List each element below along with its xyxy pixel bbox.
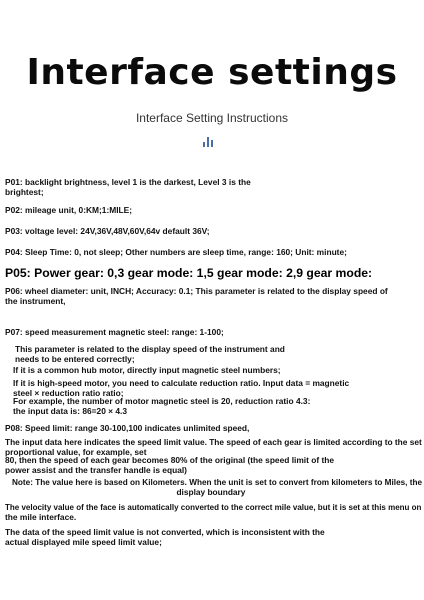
velocity-line-1: The velocity value of the face is automatically converted to the correct mile value, but it is set at this menu on — [5, 502, 422, 512]
p06-line-2: the instrument, — [5, 296, 66, 306]
p08-detail-3: 80, then the speed of each gear becomes 80% of the original (the speed limit of the — [5, 455, 335, 465]
p02-line: P02: mileage unit, 0:KM;1:MILE; — [5, 205, 133, 215]
page-title: Interface settings — [26, 52, 398, 93]
p05-line: P05: Power gear: 0,3 gear mode: 1,5 gear mode: 2,9 gear mode: — [5, 266, 373, 280]
page-subtitle: Interface Setting Instructions — [135, 111, 289, 125]
p01-line-2: brightest; — [5, 187, 44, 197]
note-line-2: display boundary — [176, 487, 246, 497]
p07-detail-5: steel × reduction ratio ratio; — [13, 388, 124, 398]
p08-detail-1: The input data here indicates the speed limit value. The speed of each gear is limited according to the set — [5, 437, 422, 447]
speed-limit-line-1: The data of the speed limit value is not converted, which is inconsistent with the — [5, 527, 325, 537]
p04-line: P04: Sleep Time: 0, not sleep; Other numbers are sleep time, range: 160; Unit: minute; — [5, 247, 347, 257]
p01-line-1: P01: backlight brightness, level 1 is the darkest, Level 3 is the — [5, 177, 251, 187]
p08-line: P08: Speed limit: range 30-100,100 indicates unlimited speed, — [5, 423, 250, 433]
p07-detail-4: If it is high-speed motor, you need to calculate reduction ratio. Input data = magnetic — [13, 378, 350, 388]
p08-detail-4: power assist and the transfer handle is equal) — [5, 465, 187, 475]
p07-detail-1: This parameter is related to the display speed of the instrument and — [15, 344, 285, 354]
note-line-1: Note: The value here is based on Kilometers. When the unit is set to convert from kilometers to Miles, the — [12, 477, 423, 487]
p08-detail-2: proportional value, for example, set — [5, 447, 147, 457]
p07-detail-3: If it is a common hub motor, directly input magnetic steel numbers; — [13, 365, 281, 375]
p07-detail-2: needs to be entered correctly; — [15, 354, 135, 364]
speed-limit-line-2: actual displayed mile speed limit value; — [5, 537, 162, 547]
p03-line: P03: voltage level: 24V,36V,48V,60V,64v default 36V; — [5, 226, 210, 236]
p07-example-1: For example, the number of motor magnetic steel is 20, reduction ratio 4.3: — [13, 396, 311, 406]
p06-line-1: P06: wheel diameter: unit, INCH; Accuracy: 0.1; This parameter is related to the display speed of — [5, 286, 388, 296]
velocity-line-2: the mile interface. — [5, 512, 77, 522]
p07-example-2: the input data is: 86=20 × 4.3 — [13, 406, 128, 416]
bar-chart-icon — [203, 137, 215, 147]
p07-line: P07: speed measurement magnetic steel: range: 1-100; — [5, 327, 224, 337]
